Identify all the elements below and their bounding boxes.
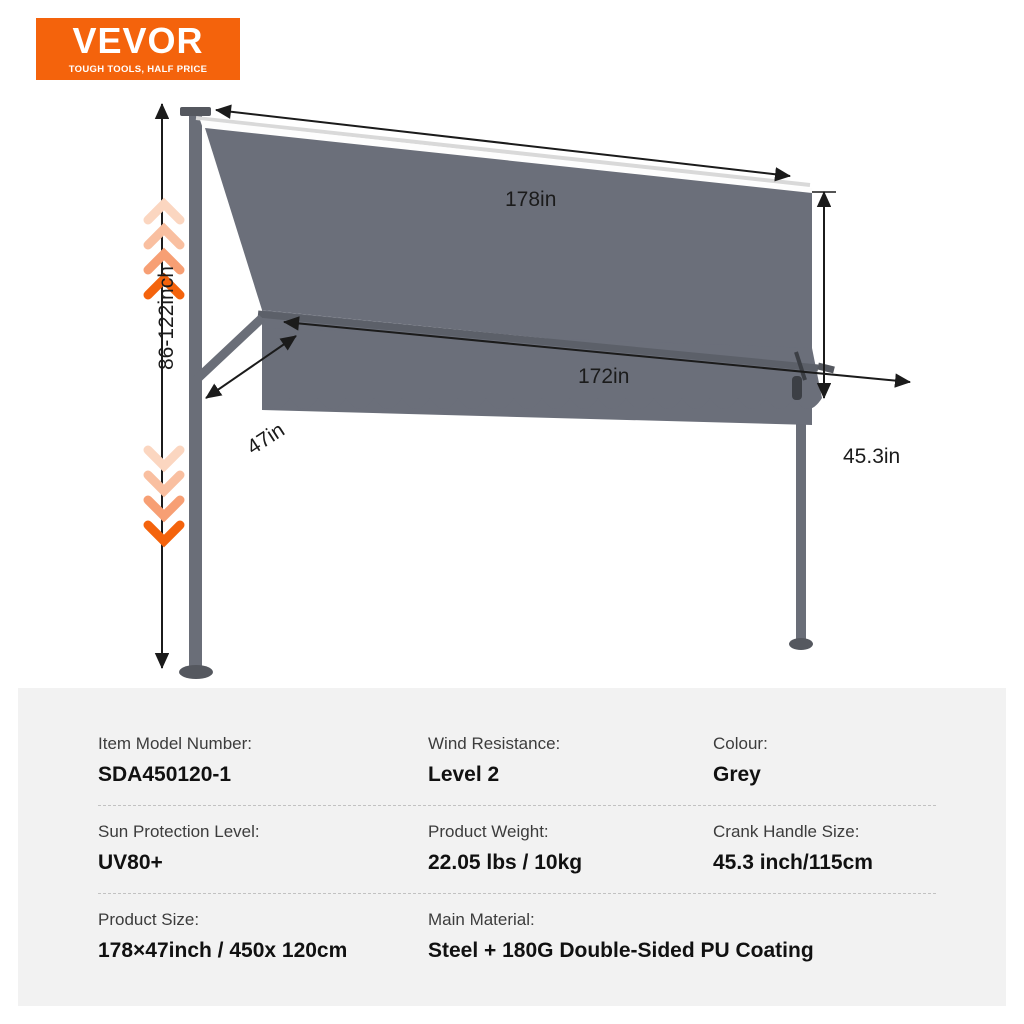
left-folding-arm <box>196 318 262 380</box>
spec-key: Crank Handle Size: <box>713 822 860 841</box>
vevor-logo <box>36 18 240 80</box>
label-drop-right: 45.3in <box>843 445 901 468</box>
brand-tagline: TOUGH TOOLS, HALF PRICE <box>68 64 208 75</box>
adjust-down-arrows <box>148 450 180 541</box>
spec-value: 178×47inch / 450x 120cm <box>98 939 348 962</box>
table-row <box>98 806 936 894</box>
spec-cell <box>428 734 713 787</box>
table-row <box>98 718 936 806</box>
spec-value: 22.05 lbs / 10kg <box>428 851 583 874</box>
spec-cell <box>713 822 993 875</box>
label-width-top: 178in <box>505 188 557 211</box>
spec-key: Product Weight: <box>428 822 549 841</box>
spec-key: Product Size: <box>98 910 200 929</box>
spec-cell <box>98 822 428 875</box>
label-width-front: 172in <box>578 365 630 388</box>
spec-key: Item Model Number: <box>98 734 252 753</box>
spec-value: Grey <box>713 763 761 786</box>
specification-table <box>18 688 1006 1006</box>
spec-key: Sun Protection Level: <box>98 822 260 841</box>
spec-key: Wind Resistance: <box>428 734 561 753</box>
spec-cell <box>428 910 1024 963</box>
spec-value: Level 2 <box>428 763 500 786</box>
spec-cell <box>713 734 993 787</box>
awning-canopy <box>200 120 822 425</box>
brand-name: VEVOR <box>72 20 204 61</box>
awning-dimension-diagram <box>0 80 1024 680</box>
spec-value: Steel + 180G Double-Sided PU Coating <box>428 939 814 962</box>
spec-value: 45.3 inch/115cm <box>713 851 873 874</box>
spec-cell <box>98 734 428 787</box>
spec-key: Main Material: <box>428 910 535 929</box>
spec-cell <box>428 822 713 875</box>
label-height-range: 86-122inch <box>155 266 178 370</box>
spec-key: Colour: <box>713 734 768 753</box>
left-support-post <box>179 107 213 679</box>
label-projection: 47in <box>243 418 289 460</box>
table-row <box>98 894 936 981</box>
spec-cell <box>98 910 428 963</box>
spec-value: SDA450120-1 <box>98 763 232 786</box>
spec-value: UV80+ <box>98 851 163 874</box>
